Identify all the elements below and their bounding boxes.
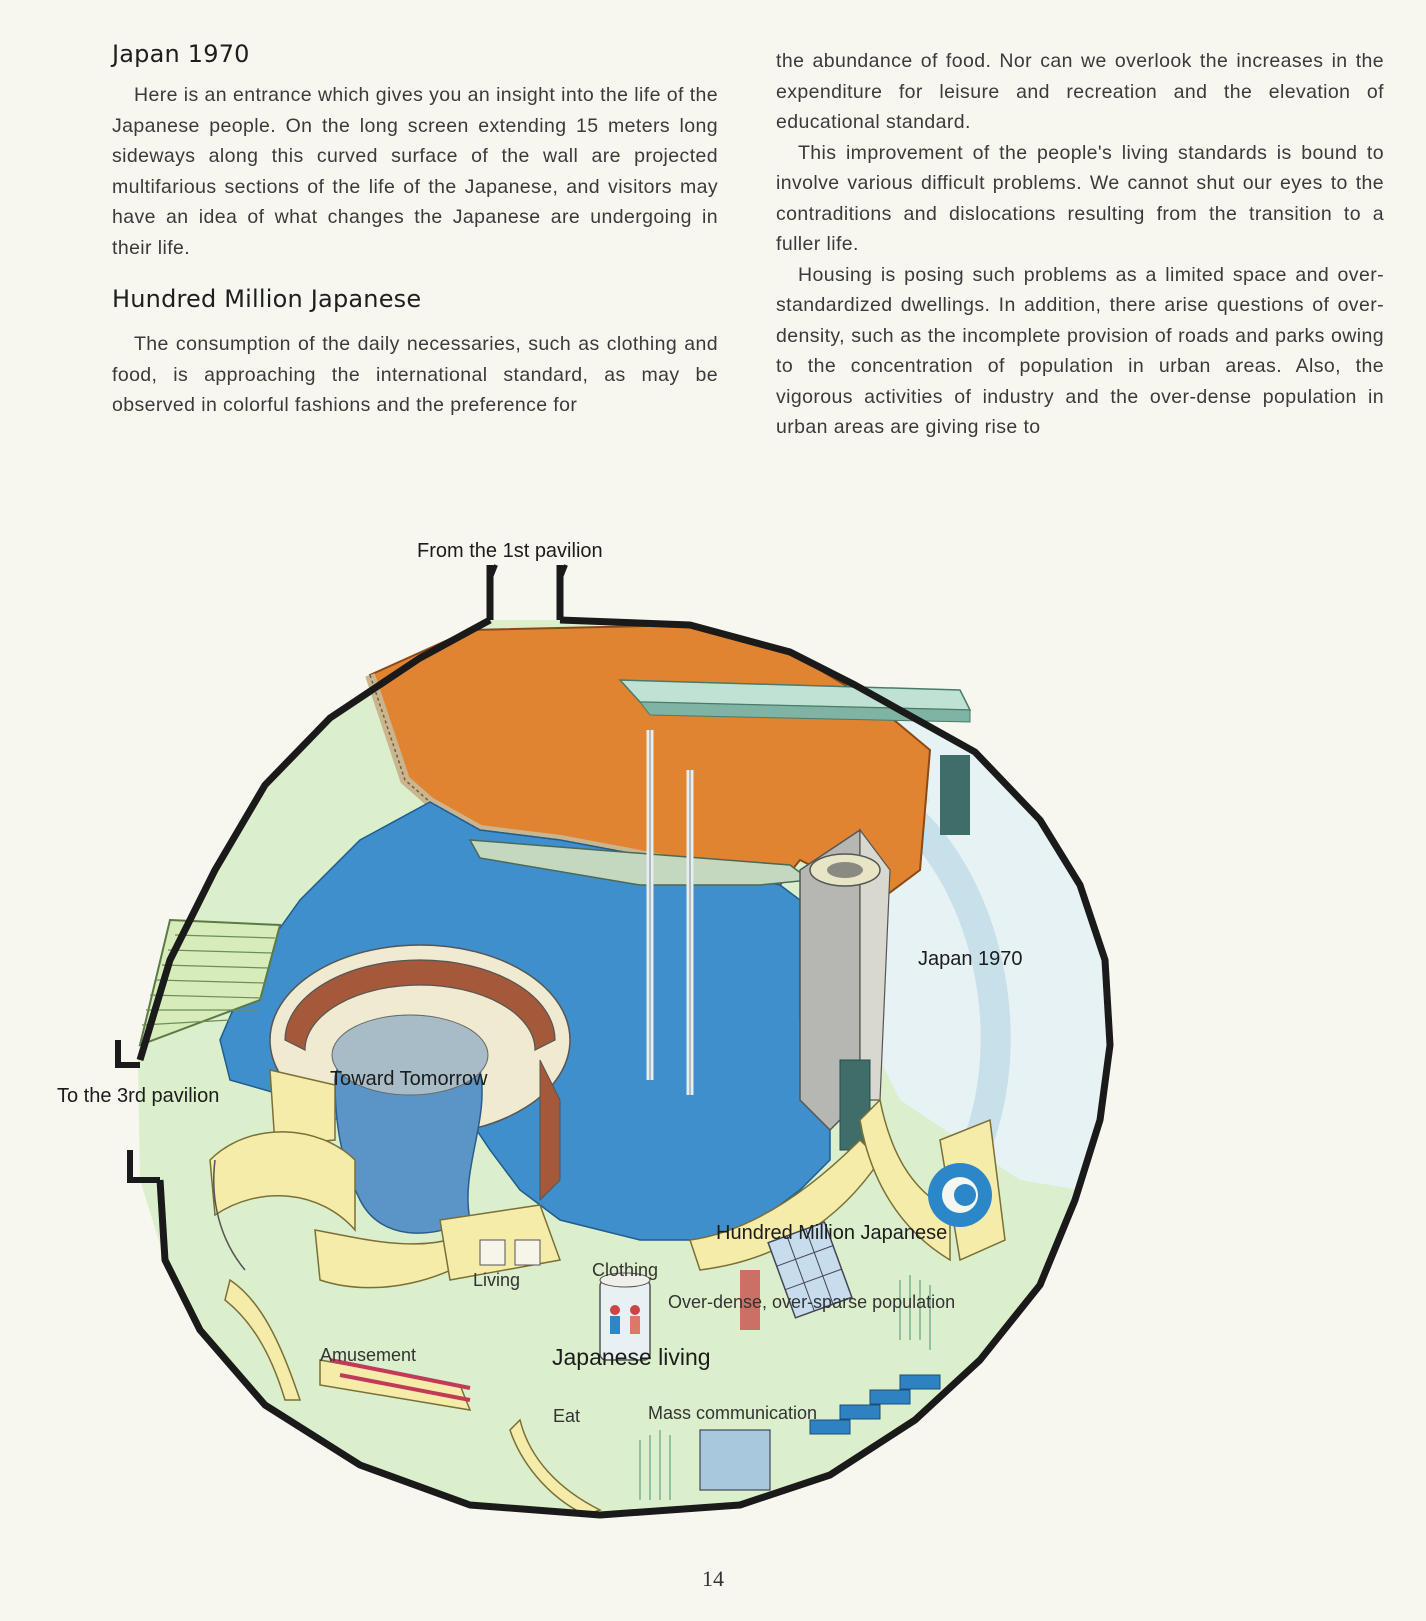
- label-japan-1970: Japan 1970: [918, 948, 1023, 970]
- heading-japan-1970: Japan 1970: [112, 40, 250, 68]
- label-mass-communication: Mass communication: [648, 1403, 818, 1423]
- label-amusement: Amusement: [320, 1345, 417, 1365]
- label-living: Living: [473, 1270, 521, 1290]
- paragraph-japan-1970: Here is an entrance which gives you an insight into the life of the Japanese people. On the long screen extending 15 meters long sideways along this curved surface of the wall are projected multifarious sections of the life of the Japanese, and visitors may have an idea of what changes the Japanese are undergoing in their life.: [112, 84, 718, 259]
- heading-hundred-million-japanese: Hundred Million Japanese: [112, 285, 422, 313]
- pavilion-floor-plan-illustration: [0, 540, 1426, 1550]
- label-japanese-living: Japanese living: [552, 1344, 711, 1370]
- entrance-from-1st-pavilion: [490, 565, 560, 620]
- paragraph-housing: Housing is posing such problems as a limited space and over-standardized dwellings. In addition, there arise questions of over-density, such as the incomplete provision of roads and parks owing to the concentration of population in urban areas. Also, the vigorous activities of industry and the over-dense population in urban areas are giving rise to: [776, 263, 1384, 438]
- label-toward-tomorrow: Toward Tomorrow: [330, 1068, 488, 1090]
- paragraph-consumption: The consumption of the daily necessaries, such as clothing and food, is approaching the international standard, as may be observed in colorful fashions and the preference for: [112, 333, 718, 416]
- label-hundred-million-japanese: Hundred Million Japanese: [716, 1222, 948, 1244]
- label-over-dense-population: Over-dense, over-sparse population: [668, 1292, 956, 1312]
- paragraph-living-standards: This improvement of the people's living standards is bound to involve various difficult problems. We cannot shut our eyes to the contraditions and dislocations resulting from the transition to a fuller life.: [776, 141, 1384, 255]
- page-number: 14: [702, 1566, 724, 1591]
- right-text-column: [776, 46, 1384, 443]
- left-text-column: [112, 40, 718, 421]
- label-from-1st-pavilion: From the 1st pavilion: [417, 540, 603, 562]
- label-eat: Eat: [553, 1406, 581, 1426]
- label-to-3rd-pavilion: To the 3rd pavilion: [57, 1085, 220, 1107]
- label-clothing: Clothing: [592, 1260, 659, 1280]
- paragraph-abundance: the abundance of food. Nor can we overlook the increases in the expenditure for leisure and recreation and the elevation of educational standard.: [776, 50, 1384, 133]
